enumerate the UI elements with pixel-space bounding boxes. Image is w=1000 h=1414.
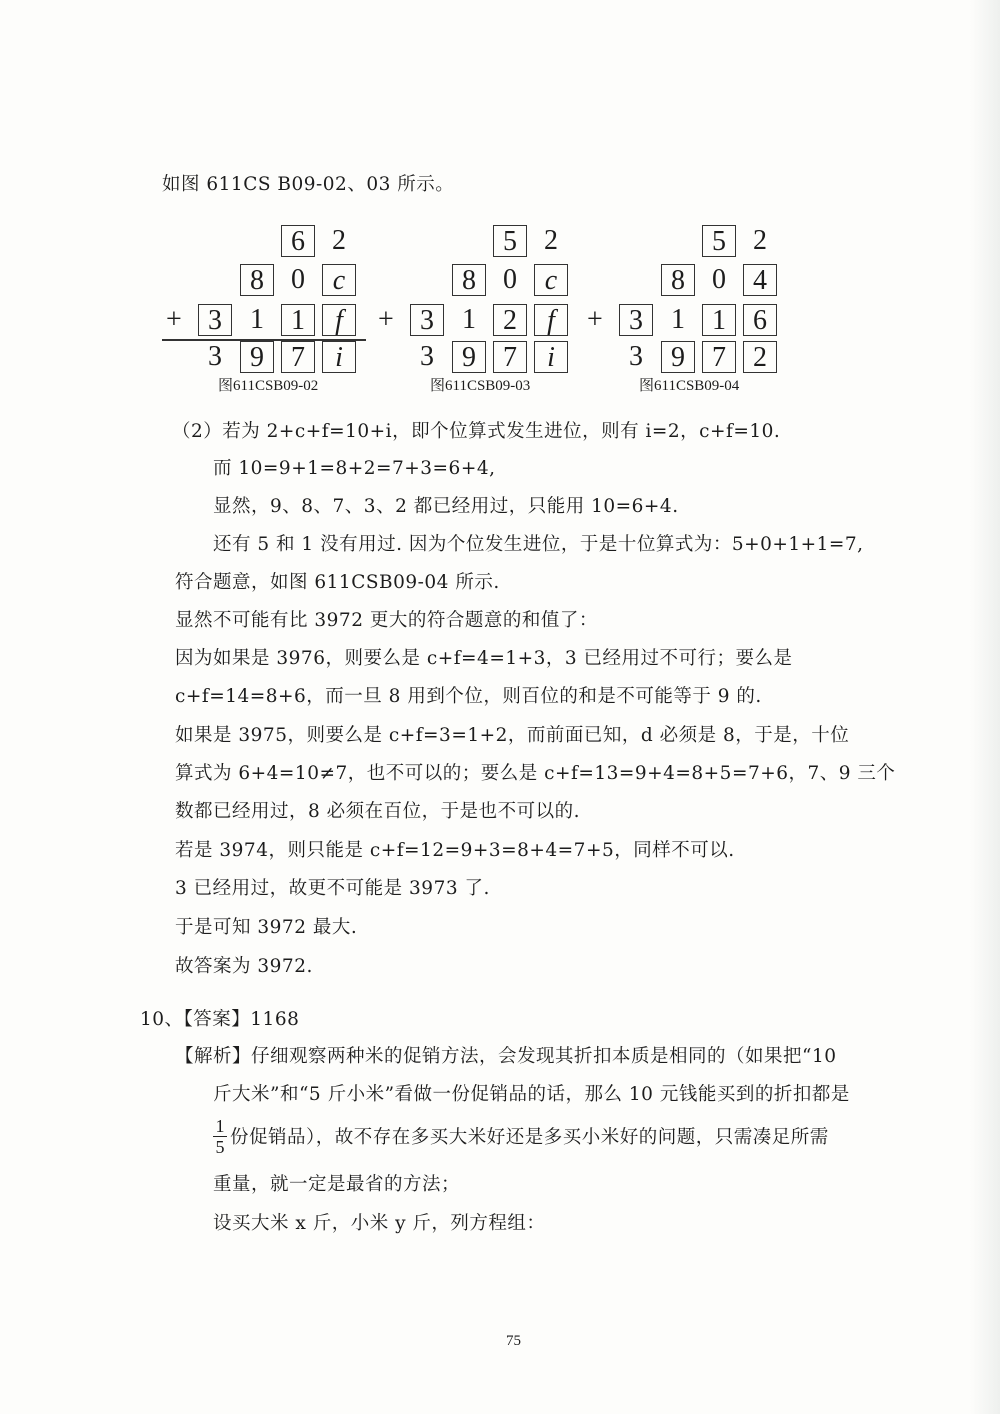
q10-analysis-line: 【解析】仔细观察两种米的促销方法，会发现其折扣本质是相同的（如果把“10 xyxy=(175,1046,837,1067)
q10-analysis-line: 设买大米 x 斤，小米 y 斤，列方程组： xyxy=(213,1213,546,1234)
digit: 2 xyxy=(753,225,767,256)
q10-answer: 10、【答案】1168 xyxy=(140,1009,300,1030)
q10-analysis-line: 份促销品），故不存在多买大米好还是多买小米好的问题，只需凑足所需 xyxy=(230,1127,829,1148)
boxed-digit: f xyxy=(534,304,568,336)
fraction-one-fifth xyxy=(213,1116,227,1157)
boxed-digit: 5 xyxy=(493,225,527,257)
solution-line: 数都已经用过，8 必须在百位，于是也不可以的. xyxy=(175,801,581,822)
boxed-digit: 2 xyxy=(493,304,527,336)
solution-line: 显然，9、8、7、3、2 都已经用过，只能用 10=6+4. xyxy=(213,496,679,517)
solution-line: 如果是 3975，则要么是 c+f=3=1+2，而前面已知，d 必须是 8，于是，十位 xyxy=(175,725,850,746)
solution-line: 还有 5 和 1 没有用过. 因为个位发生进位，于是十位算式为：5+0+1+1=7, xyxy=(213,534,864,555)
digit: 0 xyxy=(503,264,517,295)
boxed-digit: 3 xyxy=(198,304,232,336)
boxed-digit: 8 xyxy=(240,264,274,296)
digit: 0 xyxy=(291,264,305,295)
boxed-digit: c xyxy=(534,264,568,296)
digit: 1 xyxy=(671,304,685,335)
digit: 3 xyxy=(208,341,222,372)
boxed-digit: 9 xyxy=(452,341,486,373)
boxed-digit: i xyxy=(534,341,568,373)
solution-line: 于是可知 3972 最大. xyxy=(175,917,358,938)
plus-sign: + xyxy=(166,304,182,335)
solution-line: 故答案为 3972. xyxy=(175,956,313,977)
boxed-digit: 6 xyxy=(281,225,315,257)
boxed-digit: 4 xyxy=(743,264,777,296)
boxed-digit: c xyxy=(322,264,356,296)
fraction-denominator: 5 xyxy=(215,1137,225,1157)
solution-line: 3 已经用过，故更不可能是 3973 了. xyxy=(175,878,490,899)
boxed-digit: 2 xyxy=(743,341,777,373)
page-number: 75 xyxy=(506,1333,521,1349)
solution-line: 显然不可能有比 3972 更大的符合题意的和值了： xyxy=(175,610,598,631)
boxed-digit: 8 xyxy=(452,264,486,296)
boxed-digit: 7 xyxy=(702,341,736,373)
boxed-digit: 9 xyxy=(661,341,695,373)
figure-611CSB09-03 xyxy=(372,222,582,402)
figure-611CSB09-04 xyxy=(581,222,791,402)
figure-caption: 图611CSB09-04 xyxy=(639,378,740,394)
solution-line: 而 10=9+1=8+2=7+3=6+4, xyxy=(213,458,496,479)
solution-line: c+f=14=8+6，而一旦 8 用到个位，则百位的和是不可能等于 9 的. xyxy=(175,686,762,707)
solution-line: 符合题意，如图 611CSB09-04 所示. xyxy=(175,572,500,593)
intro-text: 如图 611CS B09-02、03 所示。 xyxy=(162,174,455,195)
boxed-digit: 3 xyxy=(619,304,653,336)
solution-line: 因为如果是 3976，则要么是 c+f=4=1+3，3 已经用过不可行；要么是 xyxy=(175,648,793,669)
solution-line: 算式为 6+4=10≠7，也不可以的；要么是 c+f=13=9+4=8+5=7+6，7、9 三个 xyxy=(175,763,896,784)
digit: 2 xyxy=(544,225,558,256)
boxed-digit: f xyxy=(322,304,356,336)
scan-edge-shadow xyxy=(970,0,1000,1414)
digit: 1 xyxy=(250,304,264,335)
digit: 3 xyxy=(420,341,434,372)
boxed-digit: 7 xyxy=(493,341,527,373)
boxed-digit: 6 xyxy=(743,304,777,336)
q10-analysis-line: 斤大米”和“5 斤小米”看做一份促销品的话，那么 10 元钱能买到的折扣都是 xyxy=(213,1084,850,1105)
boxed-digit: 3 xyxy=(410,304,444,336)
figure-caption: 图611CSB09-03 xyxy=(430,378,531,394)
q10-analysis-line: 重量，就一定是最省的方法； xyxy=(213,1174,461,1195)
digit: 1 xyxy=(462,304,476,335)
boxed-digit: 7 xyxy=(281,341,315,373)
digit: 3 xyxy=(629,341,643,372)
figure-611CSB09-02 xyxy=(160,222,370,402)
fraction-numerator: 1 xyxy=(215,1116,225,1136)
boxed-digit: 5 xyxy=(702,225,736,257)
boxed-digit: 1 xyxy=(281,304,315,336)
boxed-digit: 1 xyxy=(702,304,736,336)
digit: 2 xyxy=(332,225,346,256)
solution-line: 若是 3974，则只能是 c+f=12=9+3=8+4=7+5，同样不可以. xyxy=(175,840,735,861)
boxed-digit: 8 xyxy=(661,264,695,296)
plus-sign: + xyxy=(587,304,603,335)
digit: 0 xyxy=(712,264,726,295)
boxed-digit: i xyxy=(322,341,356,373)
figure-caption: 图611CSB09-02 xyxy=(218,378,319,394)
boxed-digit: 9 xyxy=(240,341,274,373)
plus-sign: + xyxy=(378,304,394,335)
solution-line: （2）若为 2+c+f=10+i，即个位算式发生进位，则有 i=2，c+f=10. xyxy=(172,421,781,442)
